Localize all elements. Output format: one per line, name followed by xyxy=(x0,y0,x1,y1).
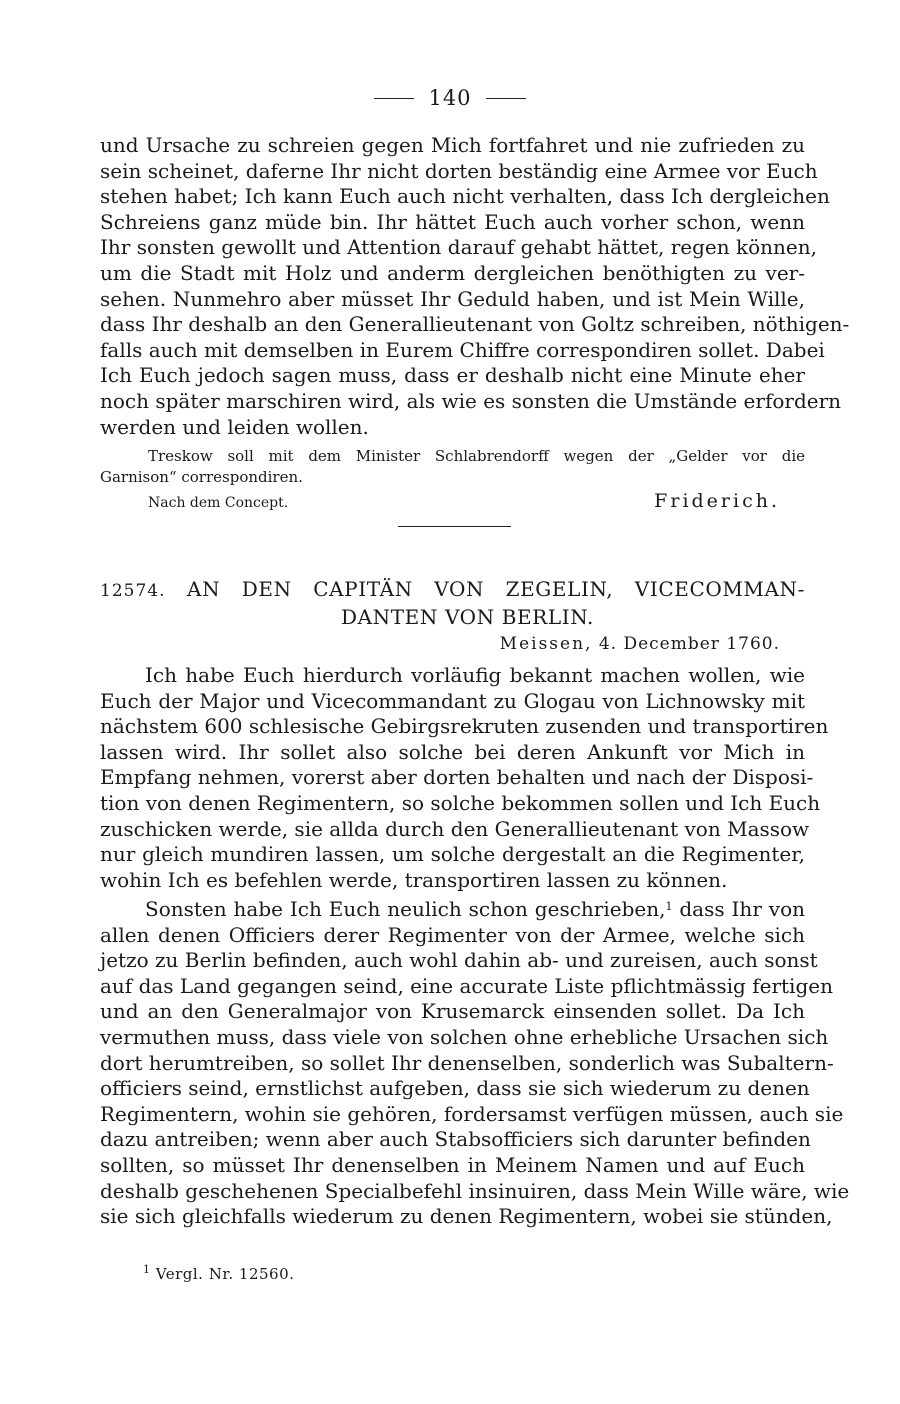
text-line: um die Stadt mit Holz und anderm dergleichen benöthigten zu ver- xyxy=(100,260,805,285)
text-line: sie sich gleichfalls wiederum zu denen Regimentern, wobei sie stünden, xyxy=(100,1204,833,1229)
editorial-note xyxy=(100,446,805,488)
text-line: allen denen Officiers derer Regimenter von der Armee, welche sich xyxy=(100,922,805,947)
text-line: vermuthen muss, dass viele von solchen ohne erhebliche Ursachen sich xyxy=(100,1024,829,1049)
text-line: noch später marschiren wird, als wie es sonsten die Umstände erfordern xyxy=(100,388,842,413)
text-line: falls auch mit demselben in Eurem Chiffre correspondiren sollet. Dabei xyxy=(100,337,825,362)
text-line: zuschicken werde, sie allda durch den Generallieutenant von Massow xyxy=(100,816,810,841)
text-line: Ich habe Euch hierdurch vorläufig bekannt machen wollen, wie xyxy=(145,663,805,687)
text-line: Schreiens ganz müde bin. Ihr hättet Euch auch vorher schon, wenn xyxy=(100,209,805,234)
text-segment: dass Ihr von xyxy=(672,897,806,921)
text-line: dass Ihr deshalb an den Generallieutenant von Goltz schreiben, nöthigen- xyxy=(100,312,850,337)
text-line: und an den Generalmajor von Krusemarck einsenden sollet. Da Ich xyxy=(100,999,805,1024)
text-line: deshalb geschehenen Specialbefehl insinuiren, dass Mein Wille wäre, wie xyxy=(100,1178,850,1203)
text-line: nur gleich mundiren lassen, um solche dergestalt an die Regimenter, xyxy=(100,842,805,867)
letter-paragraph-2 xyxy=(100,897,850,1230)
page-header xyxy=(0,86,900,110)
page-number: 140 xyxy=(428,86,472,110)
header-rule-left xyxy=(374,98,414,99)
continued-letter-text xyxy=(100,133,850,440)
header-rule-right xyxy=(486,98,526,99)
text-segment: Sonsten habe Ich Euch neulich schon geschrieben, xyxy=(145,897,666,921)
text-line: auf das Land gegangen seind, eine accurate Liste pflichtmässig fertigen xyxy=(100,973,833,998)
source-note: Nach dem Concept. xyxy=(148,495,289,511)
footnote-marker: 1 xyxy=(665,900,673,913)
section-divider xyxy=(398,526,511,527)
text-line: tion von denen Regimentern, so solche bekommen sollen und Ich Euch xyxy=(100,790,821,815)
text-line: lassen wird. Ihr sollet also solche bei deren Ankunft vor Mich in xyxy=(100,739,805,764)
text-line: sehen. Nunmehro aber müsset Ihr Geduld haben, und ist Mein Wille, xyxy=(100,286,805,311)
letter-heading xyxy=(100,576,805,630)
text-line: sollten, so müsset Ihr denenselben in Meinem Namen und auf Euch xyxy=(100,1152,805,1177)
text-line: officiers seind, ernstlichst aufgeben, dass sie sich wiederum zu denen xyxy=(100,1076,810,1101)
text-line: Regimentern, wohin sie gehören, fordersamst verfügen müssen, auch sie xyxy=(100,1101,844,1126)
text-line: stehen habet; Ich kann Euch auch nicht verhalten, dass Ich dergleichen xyxy=(100,184,830,209)
source-signature-row xyxy=(148,490,780,512)
dateline xyxy=(100,634,780,654)
dateline-date: 4. December 1760. xyxy=(598,634,780,654)
text-line: dort herumtreiben, so sollet Ihr denenselben, sonderlich was Subaltern- xyxy=(100,1050,834,1075)
text-line: sein scheinet, daferne Ihr nicht dorten beständig eine Armee vor Euch xyxy=(100,158,818,183)
text-line: nächstem 600 schlesische Gebirgsrekruten zusenden und transportiren xyxy=(100,714,829,739)
signature: Friderich. xyxy=(654,490,780,512)
text-line: Empfang nehmen, vorerst aber dorten behalten und nach der Disposi- xyxy=(100,765,814,790)
text-line: Ihr sonsten gewollt und Attention darauf gehabt hättet, regen können, xyxy=(100,235,817,260)
letter-paragraph-1 xyxy=(100,663,829,893)
text-line xyxy=(100,897,805,923)
text-line: Euch der Major und Vicecommandant zu Glogau von Lichnowsky mit xyxy=(100,688,805,713)
note-line: Garnison“ correspondiren. xyxy=(100,468,303,486)
text-line: Ich Euch jedoch sagen muss, dass er deshalb nicht eine Minute eher xyxy=(100,363,805,388)
footnote-number: 1 xyxy=(143,1263,151,1276)
text-line: wohin Ich es befehlen werde, transportiren lassen zu können. xyxy=(100,867,728,892)
text-line: und Ursache zu schreien gegen Mich fortfahret und nie zufrieden zu xyxy=(100,133,805,157)
addressee-line-2: DANTEN VON BERLIN. xyxy=(340,605,595,629)
text-line: jetzo zu Berlin befinden, auch wohl dahin ab- und zureisen, auch sonst xyxy=(100,948,818,973)
addressee-line-1: AN DEN CAPITÄN VON ZEGELIN, VICECOMMAN- xyxy=(187,577,805,601)
note-line: Treskow soll mit dem Minister Schlabrendorff wegen der „Gelder vor die xyxy=(148,447,805,465)
dateline-place: Meissen, xyxy=(499,634,593,654)
text-line: dazu antreiben; wenn aber auch Stabsofficiers sich darunter befinden xyxy=(100,1127,811,1152)
heading-line-1 xyxy=(100,576,805,604)
footnote-text: Vergl. Nr. 12560. xyxy=(155,1265,295,1283)
footnote xyxy=(143,1265,294,1283)
text-line: werden und leiden wollen. xyxy=(100,414,369,439)
document-number: 12574. xyxy=(100,581,166,601)
